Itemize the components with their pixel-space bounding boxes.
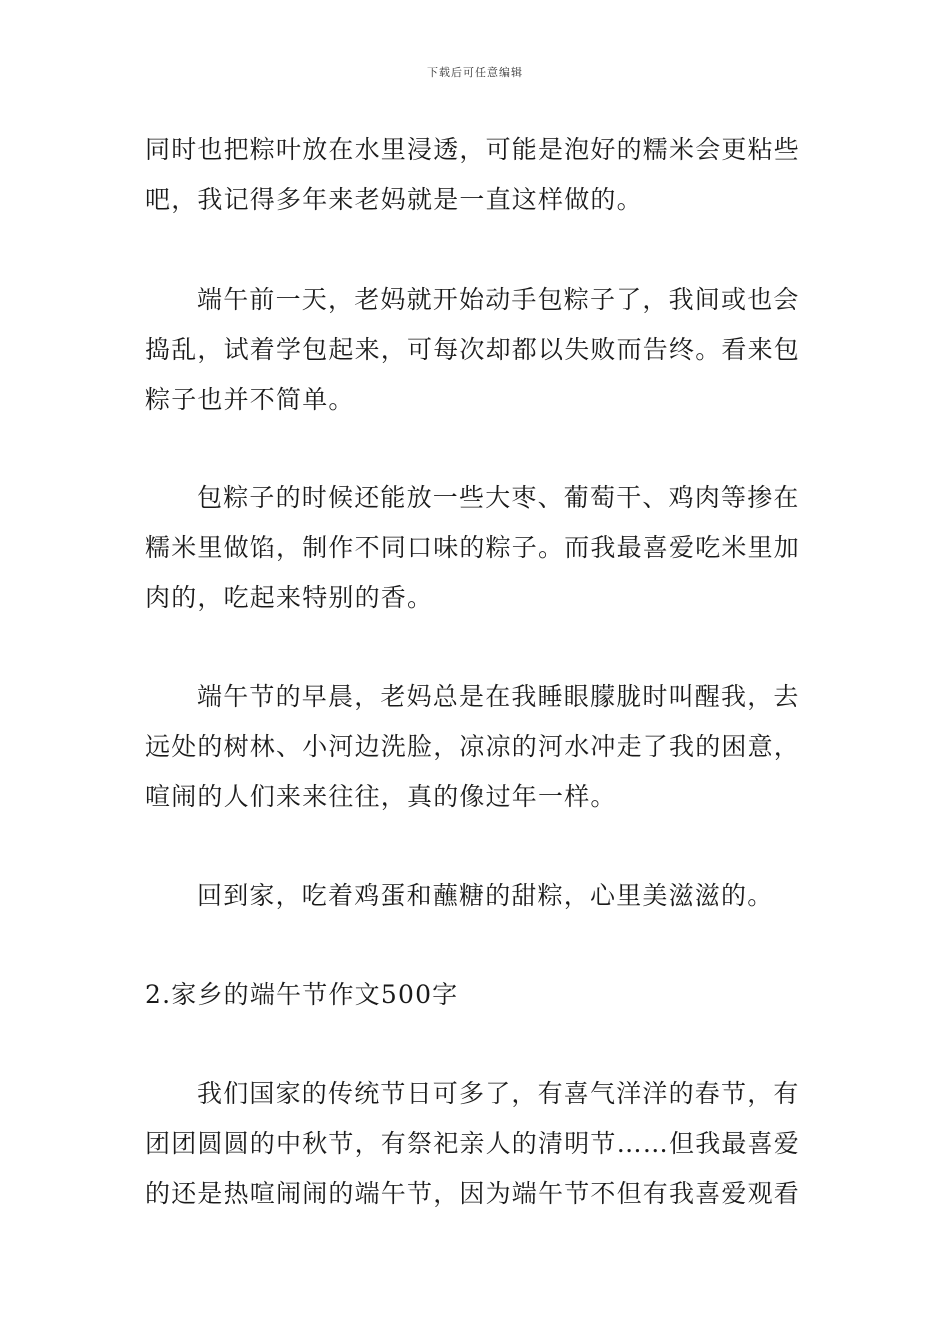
text-line: 端午节的早晨，老妈总是在我睡眼朦胧时叫醒我，去 <box>197 682 800 711</box>
text-line: 捣乱，试着学包起来，可每次却都以失败而告终。看来包 <box>145 335 801 364</box>
text-line: 粽子也并不简单。 <box>145 385 355 414</box>
text-line: 喧闹的人们来来往往，真的像过年一样。 <box>145 782 617 811</box>
section-heading: 2.家乡的端午节作文500字 <box>145 980 459 1009</box>
text-line: 包粽子的时候还能放一些大枣、葡萄干、鸡肉等掺在 <box>197 483 800 512</box>
text-line: 的还是热喧闹闹的端午节，因为端午节不但有我喜爱观看 <box>145 1179 801 1208</box>
text-line: 远处的树林、小河边洗脸，凉凉的河水冲走了我的困意， <box>145 732 801 761</box>
text-line: 吧，我记得多年来老妈就是一直这样做的。 <box>145 185 643 214</box>
text-line: 团团圆圆的中秋节，有祭祀亲人的清明节……但我最喜爱 <box>145 1129 801 1158</box>
text-line: 糯米里做馅，制作不同口味的粽子。而我最喜爱吃米里加 <box>145 533 801 562</box>
text-line: 肉的，吃起来特别的香。 <box>145 583 434 612</box>
page-header: 下载后可任意编辑 <box>427 66 523 79</box>
text-line: 回到家，吃着鸡蛋和蘸糖的甜粽，心里美滋滋的。 <box>197 881 774 910</box>
text-line: 端午前一天，老妈就开始动手包粽子了，我间或也会 <box>197 285 800 314</box>
text-line: 同时也把粽叶放在水里浸透，可能是泡好的糯米会更粘些 <box>145 135 801 164</box>
text-line: 我们国家的传统节日可多了，有喜气洋洋的春节，有 <box>197 1079 800 1108</box>
